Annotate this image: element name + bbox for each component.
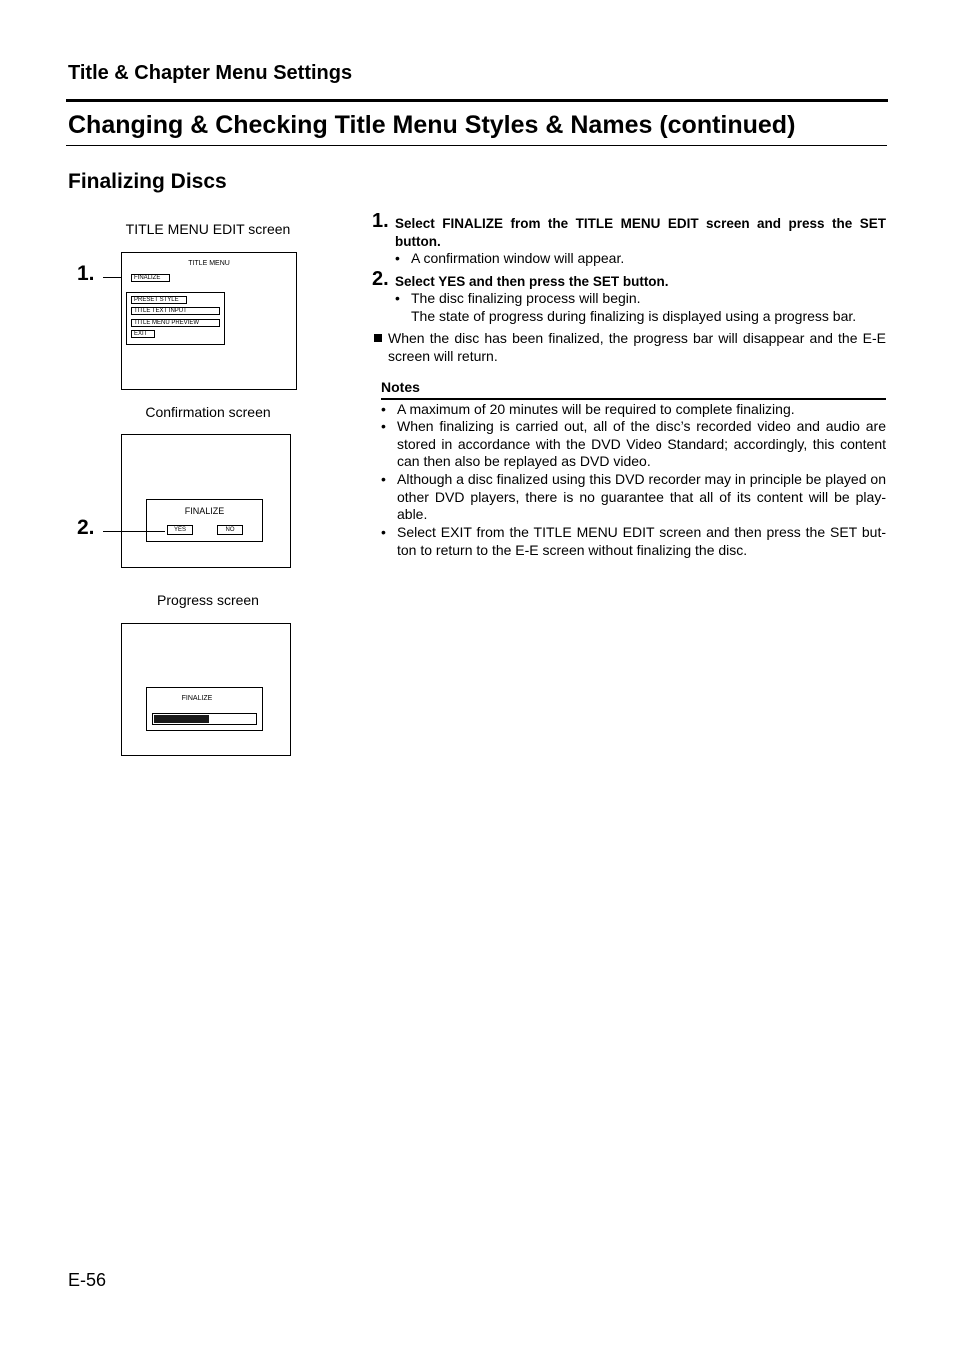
callout-2-leader — [103, 531, 165, 532]
title-menu-preview-item: TITLE MENU PREVIEW — [131, 319, 220, 327]
step-1-bullet: A confirmation window will appear. — [411, 250, 625, 266]
exit-item: EXIT — [131, 330, 155, 338]
note-2: When finalizing is carried out, all of the disc’s recorded video and audio are stored in accordance with the DVD Video Standard; accordingly, this content can then also be replayed as DVD video. — [397, 418, 886, 470]
notes-rule — [381, 398, 886, 400]
note-1: A maximum of 20 minutes will be required to complete finalizing. — [397, 401, 795, 417]
notes-heading: Notes — [381, 379, 420, 395]
yes-option: YES — [167, 525, 193, 535]
result-note: When the disc has been finalized, the progress bar will disappear and the E-E screen will return. — [388, 330, 886, 364]
step-1-title: Select FINALIZE from the TITLE MENU EDIT screen and press the SET button. — [395, 216, 886, 249]
note-3: Although a disc finalized using this DVD recorder may in principle be played on other DVD players, there is no guarantee that all of its content will be play-able. — [397, 471, 886, 523]
step-1-number: 1. — [372, 210, 389, 232]
progress-screen-caption: Progress screen — [157, 592, 259, 608]
callout-1: 1. — [77, 262, 95, 285]
no-option: NO — [217, 525, 243, 535]
note-4: Select EXIT from the TITLE MENU EDIT screen and then press the SET but-ton to return to the E-E screen without finalizing the disc. — [397, 524, 886, 558]
note-1-dot: • — [381, 401, 386, 417]
step-2-title: Select YES and then press the SET button. — [395, 274, 669, 289]
page-number: E-56 — [68, 1270, 107, 1290]
finalize-dialog — [146, 499, 263, 542]
note-3-dot: • — [381, 471, 386, 487]
note-2-dot: • — [381, 418, 386, 434]
edit-screen-illustration — [121, 252, 297, 390]
note-4-dot: • — [381, 524, 386, 540]
section-header: Title & Chapter Menu Settings — [68, 62, 353, 84]
step-2-bullet: The disc finalizing process will begin. — [411, 290, 641, 306]
preset-style-item: PRESET STYLE — [131, 296, 187, 304]
progress-screen-illustration — [121, 623, 291, 756]
progress-dialog-title: FINALIZE — [181, 695, 213, 702]
edit-screen-caption: TITLE MENU EDIT screen — [125, 221, 291, 237]
square-bullet-icon — [374, 334, 382, 342]
confirm-screen-caption: Confirmation screen — [145, 404, 271, 420]
header-rule — [66, 99, 888, 102]
progress-dialog — [146, 687, 263, 731]
edit-screen-heading: TITLE MENU — [188, 260, 230, 267]
title-text-input-item: TITLE TEXT INPUT — [131, 307, 220, 315]
edit-menu-box — [126, 292, 225, 345]
title-rule — [66, 145, 887, 146]
step-2-bullet-dot: • — [395, 290, 400, 306]
step-2-bullet-continued: The state of progress during finalizing is displayed using a progress bar. — [411, 308, 857, 324]
step-2-number: 2. — [372, 268, 389, 290]
callout-2: 2. — [77, 516, 95, 539]
confirm-screen-illustration — [121, 434, 291, 568]
section-subtitle: Finalizing Discs — [68, 170, 227, 193]
step-1-bullet-dot: • — [395, 250, 400, 266]
finalize-menu-item: FINALIZE — [131, 274, 170, 282]
progress-bar-fill — [154, 715, 209, 723]
page-title: Changing & Checking Title Menu Styles & Names (continued) — [68, 111, 796, 139]
confirm-dialog-title: FINALIZE — [184, 506, 225, 516]
progress-bar — [152, 713, 257, 725]
